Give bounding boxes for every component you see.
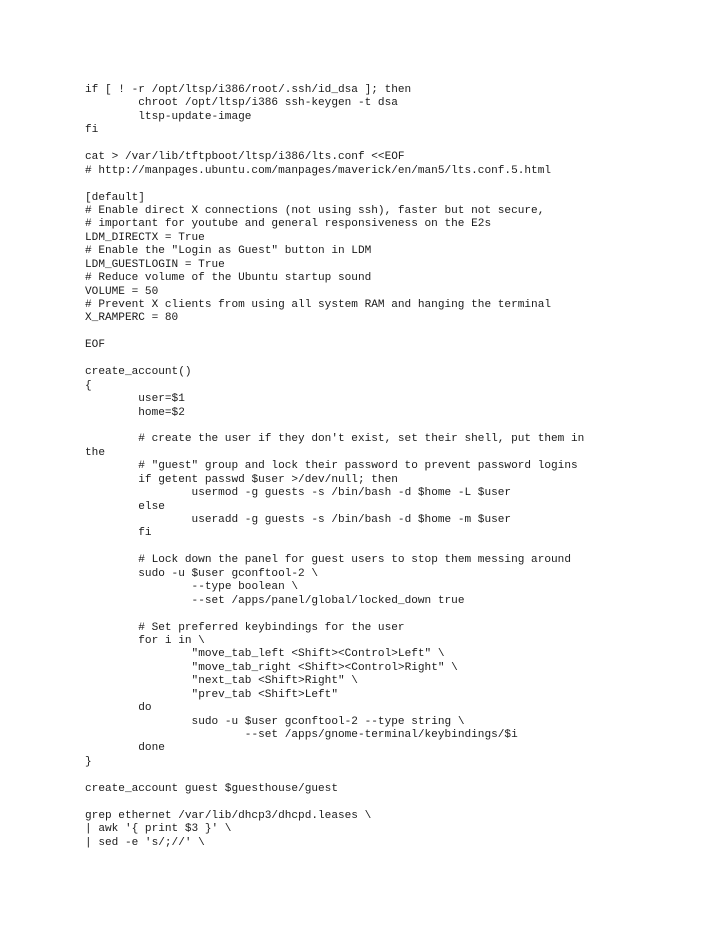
code-line: # Reduce volume of the Ubuntu startup sound — [85, 272, 372, 285]
code-line: # "guest" group and lock their password to prevent password logins — [85, 460, 578, 473]
code-line: # Lock down the panel for guest users to stop them messing around — [85, 554, 571, 567]
code-line — [85, 420, 685, 433]
code-line: if getent passwd $user >/dev/null; then — [85, 473, 398, 486]
code-line: done — [85, 742, 165, 755]
code-line: ltsp-update-image — [85, 110, 252, 123]
code-line: VOLUME = 50 — [85, 285, 159, 298]
code-line — [85, 138, 685, 151]
code-line — [85, 178, 685, 191]
code-line — [85, 769, 685, 782]
code-line: # create the user if they don't exist, set their shell, put them in — [85, 433, 585, 446]
code-line: # http://manpages.ubuntu.com/manpages/maverick/en/man5/lts.conf.5.html — [85, 164, 552, 177]
code-line: # Enable direct X connections (not using ssh), faster but not secure, — [85, 204, 545, 217]
code-line: sudo -u $user gconftool-2 \ — [85, 567, 319, 580]
code-line: X_RAMPERC = 80 — [85, 312, 179, 325]
code-line — [85, 796, 685, 809]
code-line: user=$1 — [85, 393, 185, 406]
code-line: cat > /var/lib/tftpboot/ltsp/i386/lts.conf <<EOF — [85, 151, 405, 164]
code-line: # Prevent X clients from using all system RAM and hanging the terminal — [85, 299, 552, 311]
code-line: { — [85, 379, 92, 392]
code-line: | awk '{ print $3 }' \ — [85, 823, 232, 836]
code-line: grep ethernet /var/lib/dhcp3/dhcpd.leases \ — [85, 809, 372, 822]
code-line: if [ ! -r /opt/ltsp/i386/root/.ssh/id_dsa ]; then — [85, 84, 412, 96]
code-line: fi — [85, 124, 99, 137]
code-line: fi — [85, 527, 152, 540]
code-line: # Set preferred keybindings for the user — [85, 621, 405, 634]
code-line — [85, 608, 685, 621]
code-line: "next_tab <Shift>Right" \ — [85, 675, 358, 688]
code-line: sudo -u $user gconftool-2 --type string \ — [85, 715, 465, 728]
code-line: --set /apps/gnome-terminal/keybindings/$i — [85, 729, 518, 741]
code-line: --type boolean \ — [85, 581, 299, 594]
code-line: the — [85, 446, 105, 459]
code-line: chroot /opt/ltsp/i386 ssh-keygen -t dsa — [85, 97, 398, 110]
code-line: LDM_DIRECTX = True — [85, 231, 205, 244]
code-line: LDM_GUESTLOGIN = True — [85, 258, 225, 271]
code-line: "move_tab_left <Shift><Control>Left" \ — [85, 648, 445, 661]
code-line: home=$2 — [85, 406, 185, 419]
code-listing — [85, 84, 685, 850]
code-line: do — [85, 702, 152, 715]
code-line: else — [85, 500, 165, 513]
code-line: create_account() — [85, 366, 192, 379]
code-line: [default] — [85, 191, 145, 204]
code-line: create_account guest $guesthouse/guest — [85, 782, 338, 795]
code-line: useradd -g guests -s /bin/bash -d $home -m $user — [85, 514, 512, 526]
code-line: # important for youtube and general responsiveness on the E2s — [85, 218, 492, 231]
code-line: "prev_tab <Shift>Left" — [85, 688, 338, 701]
code-line: EOF — [85, 339, 105, 352]
code-line: "move_tab_right <Shift><Control>Right" \ — [85, 661, 458, 674]
code-line: # Enable the "Login as Guest" button in LDM — [85, 245, 372, 258]
code-line: | sed -e 's/;//' \ — [85, 836, 205, 849]
code-line — [85, 326, 685, 339]
code-line: usermod -g guests -s /bin/bash -d $home -L $user — [85, 487, 512, 500]
code-line: } — [85, 755, 92, 768]
code-line — [85, 353, 685, 366]
code-line: --set /apps/panel/global/locked_down true — [85, 594, 465, 607]
code-line: for i in \ — [85, 634, 205, 647]
code-line — [85, 541, 685, 554]
